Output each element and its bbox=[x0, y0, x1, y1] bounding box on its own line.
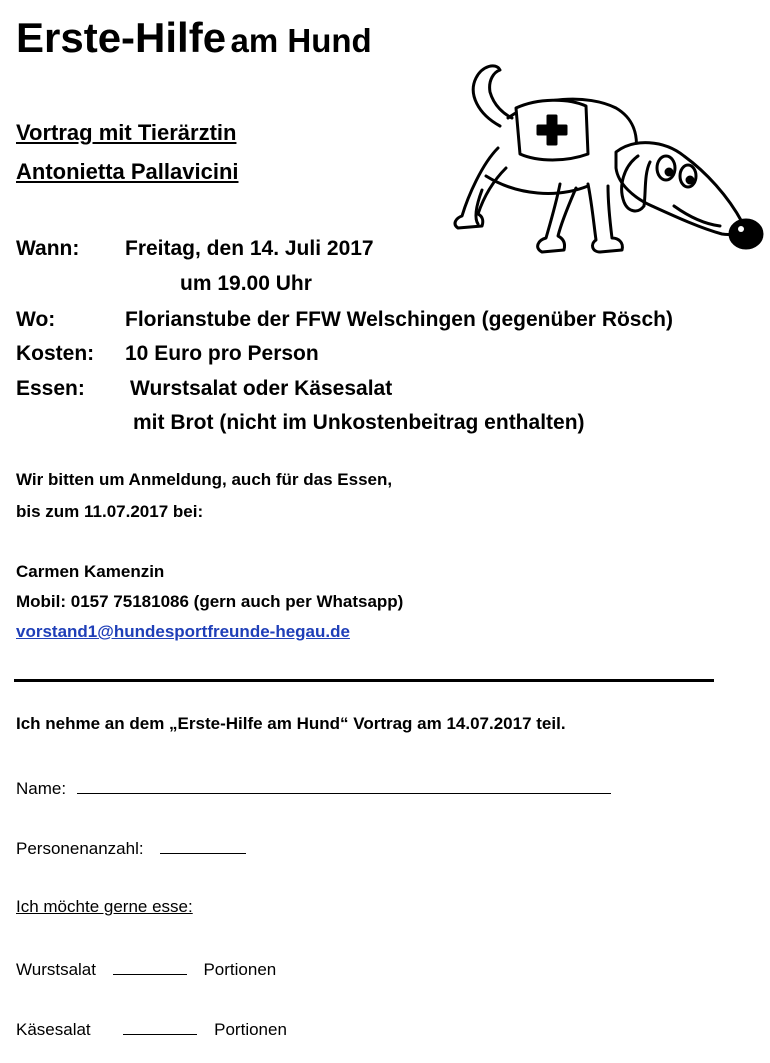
persons-row bbox=[16, 837, 246, 859]
title-suffix: am Hund bbox=[230, 22, 372, 59]
registration-line-2: bis zum 11.07.2017 bei: bbox=[16, 502, 204, 521]
speaker-heading: Vortrag mit Tierärztin bbox=[16, 120, 237, 145]
contact-mobile: Mobil: 0157 75181086 (gern auch per Whatsapp) bbox=[16, 592, 404, 611]
essen-label: Essen: bbox=[16, 377, 85, 400]
essen-value: Wurstsalat oder Käsesalat bbox=[130, 377, 393, 400]
contact-email-link[interactable]: vorstand1@hundesportfreunde-hegau.de bbox=[16, 622, 350, 641]
name-label: Name: bbox=[16, 779, 67, 798]
kosten-label: Kosten: bbox=[16, 342, 95, 365]
wann-value: Freitag, den 14. Juli 2017 bbox=[125, 237, 374, 260]
divider bbox=[14, 679, 714, 682]
speaker-name: Antonietta Pallavicini bbox=[16, 159, 239, 184]
name-row bbox=[16, 777, 611, 799]
wurst-portions-field[interactable] bbox=[113, 958, 187, 975]
persons-field[interactable] bbox=[160, 837, 246, 854]
kaese-portions-field[interactable] bbox=[123, 1018, 197, 1035]
wo-value: Florianstube der FFW Welschingen (gegenüber Rösch) bbox=[125, 308, 673, 331]
wann-label: Wann: bbox=[16, 237, 80, 260]
kaese-row bbox=[16, 1018, 287, 1040]
registration-line-1: Wir bitten um Anmeldung, auch für das Essen, bbox=[16, 470, 393, 489]
page-title bbox=[16, 14, 372, 62]
name-field[interactable] bbox=[77, 777, 611, 794]
kaese-label: Käsesalat bbox=[16, 1020, 91, 1039]
form-intro: Ich nehme an dem „Erste-Hilfe am Hund“ Vortrag am 14.07.2017 teil. bbox=[16, 714, 566, 733]
kaese-portions-label: Portionen bbox=[214, 1020, 287, 1039]
wurst-portions-label: Portionen bbox=[203, 960, 277, 979]
title-main: Erste-Hilfe bbox=[16, 14, 227, 61]
dog-with-first-aid-cross-icon bbox=[438, 56, 768, 271]
wann-time: um 19.00 Uhr bbox=[180, 272, 312, 295]
wurst-row bbox=[16, 958, 276, 980]
wo-label: Wo: bbox=[16, 308, 56, 331]
wurst-label: Wurstsalat bbox=[16, 960, 96, 979]
persons-label: Personenanzahl: bbox=[16, 839, 144, 858]
contact-name: Carmen Kamenzin bbox=[16, 562, 165, 581]
essen-value-2: mit Brot (nicht im Unkostenbeitrag enthalten) bbox=[133, 411, 585, 434]
kosten-value: 10 Euro pro Person bbox=[125, 342, 319, 365]
food-heading: Ich möchte gerne esse: bbox=[16, 897, 193, 916]
